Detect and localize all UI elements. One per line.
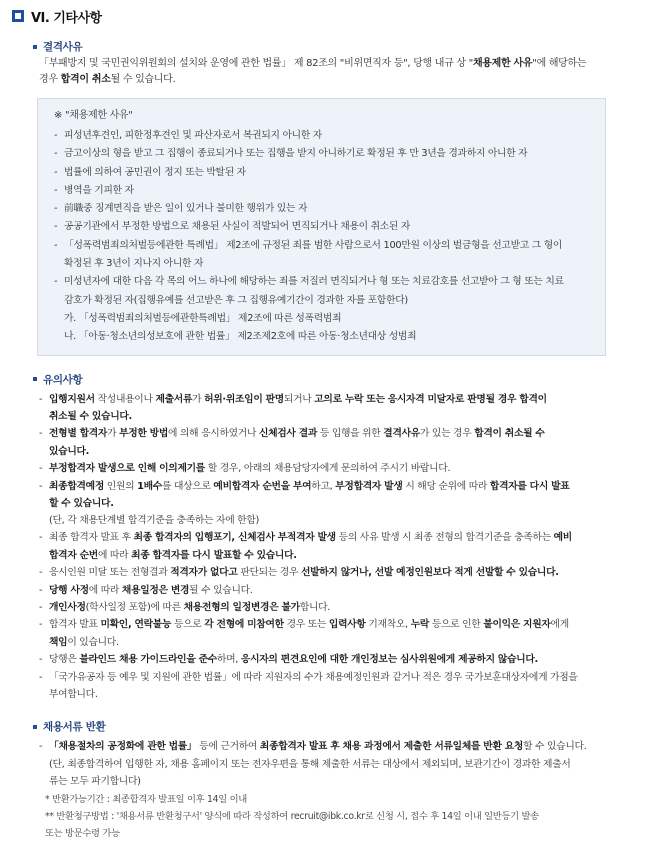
disqualification-line-2: 경우 합격이 취소될 수 있습니다. xyxy=(39,74,176,85)
restriction-item-line: 법률에 의하여 공민권이 정지 또는 박탈된 자 xyxy=(64,166,246,178)
notes-item-7: - 당행 사정에 따라 채용일정은 변경될 수 있습니다. xyxy=(39,582,632,599)
restriction-item-line: 「성폭력범죄의처벌등에관한 특례법」 제2조에 규정된 죄를 범한 사람으로서 100만원 이상의 벌금형을 선고받고 그 형이 xyxy=(64,239,563,251)
page-title: VI. 기타사항 xyxy=(31,10,102,26)
restriction-item-7 xyxy=(54,237,593,274)
restriction-item-5 xyxy=(54,200,593,218)
notes-item-8: - 개인사정(학사일정 포함)에 따른 채용전형의 일정변경은 불가합니다. xyxy=(39,599,632,616)
notes-item-4: - 최종합격예정 인원의 1배수를 대상으로 예비합격자 순번을 부여하고, 부정합격자 발생 시 해당 순위에 따라 합격자를 다시 발표 할 수 있습니다. xyxy=(39,478,632,513)
return-note-2: ** 반환청구방법 : '채용서류 반환청구서' 양식에 따라 작성하여 recruit@ibk.co.kr로 신청 시, 접수 후 14일 이내 일반등기 발송 xyxy=(45,810,539,822)
restriction-item-line: 확정된 후 3년이 지나지 아니한 자 xyxy=(64,258,204,270)
section-header xyxy=(12,6,632,26)
document-return-section xyxy=(33,719,632,841)
restriction-item-4 xyxy=(54,182,593,200)
restriction-list xyxy=(54,127,593,310)
disqualification-line-1: 「부패방지 및 국민권익위원회의 설치와 운영에 관한 법률」 제 82조의 "비위면직자 등", 당행 내규 상 "채용제한 사유"에 해당하는 xyxy=(39,58,587,69)
small-square-icon xyxy=(33,725,37,729)
square-bullet-icon xyxy=(12,10,24,22)
restriction-item-line: 前職중 징계면직을 받은 일이 있거나 불미한 행위가 있는 자 xyxy=(64,203,308,215)
notes-list xyxy=(39,391,632,704)
restriction-box xyxy=(37,98,606,356)
restriction-item-line: 미성년자에 대한 다음 각 목의 어느 하나에 해당하는 죄를 저질러 면직되거나 형 또는 치료감호를 선고받아 그 형 또는 치료 xyxy=(64,276,564,288)
restriction-item-8 xyxy=(54,273,593,310)
notes-item-9: - 합격자 발표 미확인, 연락불능 등으로 각 전형에 미참여한 경우 또는 입력사항 기재착오, 누락 등으로 인한 불이익은 지원자에게 책임이 있습니다. xyxy=(39,616,632,651)
small-square-icon xyxy=(33,377,37,381)
notes-remark: (단, 각 채용단계별 합격기준을 충족하는 자에 한함) xyxy=(49,515,260,527)
return-item-1: - 「채용절차의 공정화에 관한 법률」 등에 근거하여 최종합격자 발표 후 채용 과정에서 제출한 서류일체를 반환 요청할 수 있습니다. (단, 최종합격하여 입행한 자, 채용 홈페이지 또는 전자우편을 통해 제출한 서류는 대상에서 제외되며, 보관기간이 경과한 제출서 류는 모두 파기합니다) xyxy=(39,738,632,790)
disqualification-title-text: 결격사유 xyxy=(43,41,83,53)
notes-title-text: 유의사항 xyxy=(43,373,83,386)
restriction-item-6 xyxy=(54,218,593,236)
return-title xyxy=(33,719,632,734)
restriction-subitem-2: 나. 「아동·청소년의성보호에 관한 법률」 제2조제2호에 따른 아동·청소년대상 성범죄 xyxy=(64,331,417,343)
restriction-sublist xyxy=(54,310,593,347)
disqualification-text xyxy=(39,56,632,88)
return-note-1: * 반환가능기간 : 최종합격자 발표일 이후 14일 이내 xyxy=(45,793,247,805)
restriction-item-2 xyxy=(54,145,593,163)
disqualification-section xyxy=(33,39,632,356)
notes-item-3: - 부정합격자 발생으로 인해 이의제기를 할 경우, 아래의 채용담당자에게 문의하여 주시기 바랍니다. xyxy=(39,460,632,477)
notes-item-11: - 「국가유공자 등 예우 및 지원에 관한 법률」에 따라 지원자의 수가 채용예정인원과 같거나 적은 경우 국가보훈대상자에게 가점을 부여합니다. xyxy=(39,669,632,704)
return-list xyxy=(39,738,632,841)
notes-item-10: - 당행은 블라인드 채용 가이드라인을 준수하며, 응시자의 편견요인에 대한 개인정보는 심사위원에게 제공하지 않습니다. xyxy=(39,651,632,668)
restriction-item-line: 병역을 기피한 자 xyxy=(64,184,134,196)
restriction-subitem-1: 가. 「성폭력범죄의처벌등에관한특례법」 제2조에 따른 성폭력범죄 xyxy=(64,312,342,324)
notes-item-5: - 최종 합격자 발표 후 최종 합격자의 입행포기, 신체검사 부적격자 발생 등의 사유 발생 시 최종 전형의 합격기준을 충족하는 예비 합격자 순번에 따라 최종 합격자를 다시 발표할 수 있습니다. xyxy=(39,529,632,564)
restriction-item-line: 공공기관에서 부정한 방법으로 채용된 사실이 적발되어 면직되거나 채용이 취소된 자 xyxy=(64,221,411,233)
disqualification-title xyxy=(33,39,632,54)
restriction-box-title: ※ "채용제한 사유" xyxy=(54,110,133,121)
restriction-item-3 xyxy=(54,164,593,182)
notes-title xyxy=(33,372,632,387)
restriction-item-line: 피성년후견인, 피한정후견인 및 파산자로서 복권되지 아니한 자 xyxy=(64,130,322,141)
notes-item-2: - 전형별 합격자가 부정한 방법에 의해 응시하였거나 신체검사 결과 등 입행을 위한 결격사유가 있는 경우 합격이 취소될 수 있습니다. xyxy=(39,425,632,460)
notes-item-6: - 응시인원 미달 또는 전형결과 적격자가 없다고 판단되는 경우 선발하지 않거나, 선발 예정인원보다 적게 선발할 수 있습니다. xyxy=(39,564,632,581)
notes-section xyxy=(33,372,632,704)
return-note-3: 또는 방문수령 가능 xyxy=(45,827,120,839)
small-square-icon xyxy=(33,45,37,49)
restriction-item-1 xyxy=(54,127,593,145)
return-title-text: 채용서류 반환 xyxy=(43,721,106,734)
notes-item-1: - 입행지원서 작성내용이나 제출서류가 허위·위조임이 판명되거나 고의로 누락 또는 응시자격 미달자로 판명될 경우 합격이 취소될 수 있습니다. xyxy=(39,391,632,426)
restriction-item-line: 금고이상의 형을 받고 그 집행이 종료되거나 또는 집행을 받지 아니하기로 확정된 후 만 3년을 경과하지 아니한 자 xyxy=(64,148,528,160)
restriction-item-line: 감호가 확정된 자(집행유예를 선고받은 후 그 집행유예기간이 경과한 자를 포함한다) xyxy=(64,294,408,306)
